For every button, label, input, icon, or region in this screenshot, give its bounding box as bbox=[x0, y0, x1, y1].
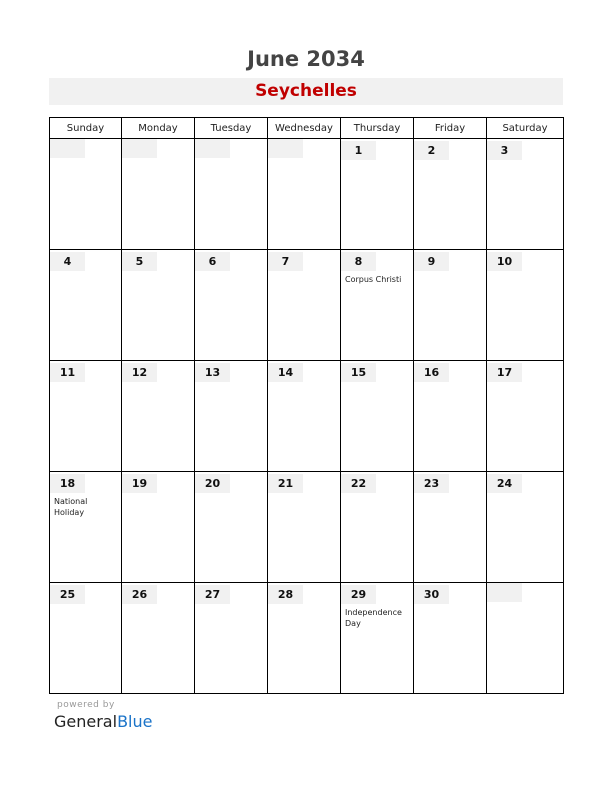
weekday-header: Monday bbox=[122, 118, 195, 139]
brand-general: General bbox=[54, 712, 118, 731]
weekday-header: Friday bbox=[414, 118, 487, 139]
day-number: 23 bbox=[414, 474, 449, 493]
day-cell bbox=[341, 361, 414, 472]
day-cell bbox=[50, 361, 122, 472]
weekday-header: Thursday bbox=[341, 118, 414, 139]
week-row bbox=[50, 361, 564, 472]
day-cell bbox=[487, 472, 564, 583]
holiday-label: National Holiday bbox=[54, 497, 88, 517]
day-cell bbox=[268, 139, 341, 250]
day-cell bbox=[50, 139, 122, 250]
day-number: 19 bbox=[122, 474, 157, 493]
weekday-header: Wednesday bbox=[268, 118, 341, 139]
day-cell bbox=[268, 472, 341, 583]
day-number: 9 bbox=[414, 252, 449, 271]
day-number: 16 bbox=[414, 363, 449, 382]
powered-by-text: powered by bbox=[57, 700, 115, 710]
day-cell bbox=[195, 139, 268, 250]
weekday-header-row bbox=[50, 118, 564, 139]
day-number: 24 bbox=[487, 474, 522, 493]
day-number: 12 bbox=[122, 363, 157, 382]
day-cell bbox=[487, 139, 564, 250]
day-cell bbox=[414, 361, 487, 472]
day-number: 21 bbox=[268, 474, 303, 493]
day-cell bbox=[50, 472, 122, 583]
day-cell bbox=[414, 583, 487, 694]
day-cell bbox=[341, 139, 414, 250]
day-number: 20 bbox=[195, 474, 230, 493]
day-number: 30 bbox=[414, 585, 449, 604]
day-cell bbox=[414, 139, 487, 250]
day-number: 18 bbox=[50, 474, 85, 493]
day-number: 29 bbox=[341, 585, 376, 604]
day-cell bbox=[487, 250, 564, 361]
day-number bbox=[195, 139, 230, 158]
day-cell bbox=[268, 250, 341, 361]
brand-logo bbox=[54, 712, 152, 731]
holiday-label: Independence Day bbox=[345, 608, 402, 628]
day-number: 8 bbox=[341, 252, 376, 271]
country-banner bbox=[49, 78, 563, 105]
day-number: 14 bbox=[268, 363, 303, 382]
day-number: 15 bbox=[341, 363, 376, 382]
day-number: 17 bbox=[487, 363, 522, 382]
country-name: Seychelles bbox=[255, 81, 357, 101]
day-cell bbox=[50, 250, 122, 361]
day-number bbox=[487, 583, 522, 602]
brand-blue: Blue bbox=[117, 712, 153, 731]
week-row bbox=[50, 583, 564, 694]
day-number: 4 bbox=[50, 252, 85, 271]
calendar-body bbox=[50, 139, 564, 694]
day-cell bbox=[50, 583, 122, 694]
day-number: 22 bbox=[341, 474, 376, 493]
day-cell bbox=[414, 250, 487, 361]
day-number: 1 bbox=[341, 141, 376, 160]
day-cell bbox=[341, 472, 414, 583]
day-number: 27 bbox=[195, 585, 230, 604]
day-cell bbox=[195, 583, 268, 694]
calendar-grid bbox=[49, 117, 564, 694]
day-number: 13 bbox=[195, 363, 230, 382]
day-number: 5 bbox=[122, 252, 157, 271]
day-number bbox=[268, 139, 303, 158]
day-number: 2 bbox=[414, 141, 449, 160]
week-row bbox=[50, 472, 564, 583]
weekday-header: Tuesday bbox=[195, 118, 268, 139]
day-cell bbox=[341, 583, 414, 694]
week-row bbox=[50, 139, 564, 250]
day-cell bbox=[341, 250, 414, 361]
day-number bbox=[50, 139, 85, 158]
weekday-header: Saturday bbox=[487, 118, 564, 139]
day-cell bbox=[268, 583, 341, 694]
day-cell bbox=[195, 250, 268, 361]
day-cell bbox=[195, 472, 268, 583]
day-cell bbox=[122, 583, 195, 694]
day-cell bbox=[195, 361, 268, 472]
day-number: 25 bbox=[50, 585, 85, 604]
week-row bbox=[50, 250, 564, 361]
day-cell bbox=[122, 139, 195, 250]
day-number: 3 bbox=[487, 141, 522, 160]
day-number: 7 bbox=[268, 252, 303, 271]
day-cell bbox=[487, 361, 564, 472]
day-number: 26 bbox=[122, 585, 157, 604]
day-number bbox=[122, 139, 157, 158]
day-cell bbox=[122, 361, 195, 472]
page-title: June 2034 bbox=[247, 47, 365, 71]
day-cell bbox=[487, 583, 564, 694]
day-cell bbox=[122, 472, 195, 583]
day-cell bbox=[122, 250, 195, 361]
day-number: 11 bbox=[50, 363, 85, 382]
day-cell bbox=[268, 361, 341, 472]
day-number: 10 bbox=[487, 252, 522, 271]
weekday-header: Sunday bbox=[50, 118, 122, 139]
day-cell bbox=[414, 472, 487, 583]
day-number: 28 bbox=[268, 585, 303, 604]
day-number: 6 bbox=[195, 252, 230, 271]
holiday-label: Corpus Christi bbox=[345, 275, 402, 284]
